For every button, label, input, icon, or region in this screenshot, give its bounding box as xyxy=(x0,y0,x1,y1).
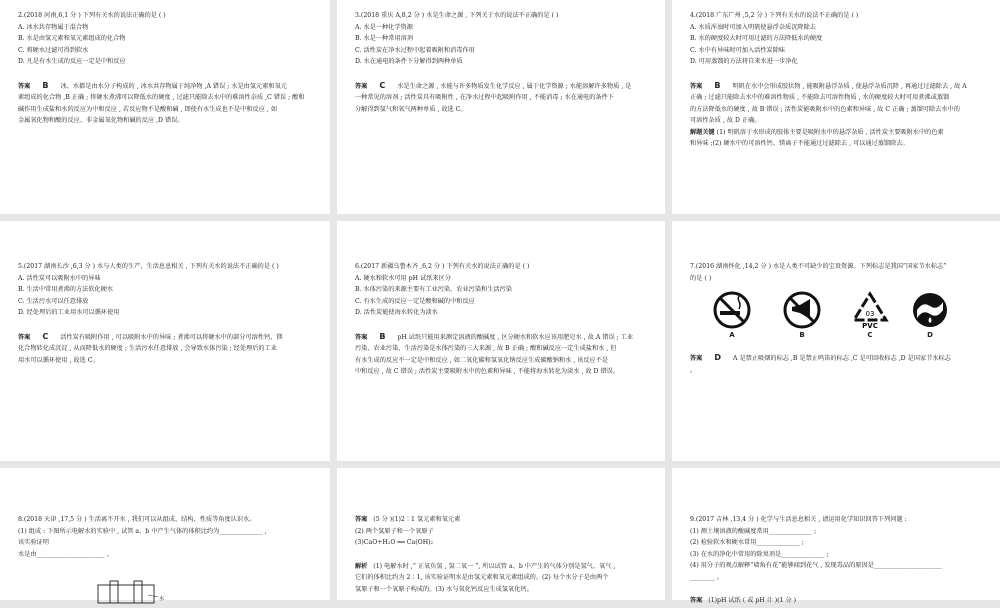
answer-line: (1)pH 试纸 ( 或 pH 计 )(1 分 ) xyxy=(708,597,797,604)
option-d: D. 经处理后的工业用水可以循环使用 xyxy=(18,309,120,316)
explanation-line: 活性炭有吸附作用 , 可以吸附水中的异味 ; 煮沸可以将硬水中的部分可溶性钙、镁 xyxy=(60,333,283,341)
key-point-line: 和异味 ;(2) 硬水中的可溶性钙、镁离子不能通过过滤除去 , 可以通过蒸馏除去。 xyxy=(690,140,909,147)
answer-line: (3)CaO+H₂O ══ Ca(OH)₂ xyxy=(355,539,433,546)
explanation-line: 有水生成的反应不一定是中和反应 , 如二氧化碳和氢氧化钠反应生成碳酸钠和水 , 该反应不是 xyxy=(355,356,609,364)
sign-option-c xyxy=(850,290,890,342)
answer-label: 答案 xyxy=(355,333,368,341)
option-b: B. 水的硬度较大时可用过滤的方法降低水的硬度 xyxy=(690,35,823,42)
question-card-2 xyxy=(0,0,330,214)
option-b: B. 水是由氢元素和氧元素组成的化合物 xyxy=(18,35,126,42)
option-d: D. 水在通电的条件下分解得到两种单质 xyxy=(355,58,463,65)
option-b: B. 生活中常用煮沸的方法软化硬水 xyxy=(18,286,114,293)
option-a: A. 活性炭可以吸附水中的异味 xyxy=(18,274,101,282)
explanation-line: pH 试纸只能用来测定溶液的酸碱度 , 区分硬水和软水应该用肥皂水 , 故 A 错误 ; 工业 xyxy=(397,333,634,341)
question-line: (2) 检验软水和硬水常用______________ ; xyxy=(690,539,804,546)
explanation-line: 。 xyxy=(690,366,697,374)
option-c: C. 活性炭在净水过程中起着吸附和消毒作用 xyxy=(355,46,475,54)
option-c: C. 生活污水可以任意排放 xyxy=(18,297,89,305)
option-label: D xyxy=(927,331,933,339)
question-card-8 xyxy=(0,468,330,600)
explanation-line: 碱作用生成盐和水的反应为中和反应 , 若反应物不是酸和碱 , 即使有水生成也不是中和反应 , 如 xyxy=(18,105,278,113)
option-d: D. 活性炭能使海水转化为淡水 xyxy=(355,309,438,316)
explanation-line: 正确 ; 过滤只能除去水中的难溶性物质 , 不能除去可溶性物质 , 水的硬度较大时可用煮沸或蒸馏 xyxy=(690,94,950,101)
option-a: A. 水是一种化学资源 xyxy=(355,23,413,31)
explanation-line: 金属氧化物和酸的反应、非金属氧化物和碱的反应 ,D 错误。 xyxy=(18,117,184,124)
explanation-line: 它们的体积比约为 2∶1, 该实验证明水是由氢元素和氧元素组成的。(2) 每个水分子是由两个 xyxy=(355,574,609,581)
question-line: (1) 测土壤溶液的酸碱度常用______________ ; xyxy=(690,527,817,535)
question-card-3 xyxy=(337,0,665,214)
answer-label: 答案 xyxy=(18,333,31,341)
question-stem: 4.(2018 广东广州 ,5,2 分 ) 下列有关水的说法不正确的是 ( ) xyxy=(690,12,859,19)
question-stem: 9.(2017 吉林 ,13,4 分 ) 化学与生活息息相关 , 请运用化学知识回答下列问题 : xyxy=(690,516,907,523)
question-line: ________ 。 xyxy=(690,573,723,581)
question-stem: 7.(2016 湖南怀化 ,14,2 分 ) 水是人类不可缺少的宝贵资源。下列标志是我国“国家节水标志” xyxy=(690,263,947,270)
question-stem: 5.(2017 湖南长沙 ,6,3 分 ) 水与人类的生产、生活息息相关 , 下列有关水的说法不正确的是 ( ) xyxy=(18,263,279,270)
explanation-line: 中和反应 , 故 C 错误 ; 活性炭主要吸附水中的色素和异味 , 不能将海水转化为淡水 , 故 D 错误。 xyxy=(355,368,620,375)
answer-line: (5 分 )(1)2∶1 氢元素和氧元素 xyxy=(373,516,461,523)
explanation-label: 解析 xyxy=(355,562,368,570)
electrolysis-apparatus-icon xyxy=(98,581,168,603)
option-a: A. 冰水共存物属于混合物 xyxy=(18,23,89,31)
explanation-line: 素组成的化合物 ,B 正确 ; 将硬水煮沸可以降低水的硬度 , 过滤只能除去水中的难溶性杂质 ,C 错误 ; 酸和 xyxy=(18,94,305,101)
sign-option-d xyxy=(910,290,950,342)
answer-value: C xyxy=(379,80,386,90)
option-label: A xyxy=(729,331,735,339)
electrolysis-apparatus xyxy=(98,581,168,608)
apparatus-label: 水 xyxy=(159,596,165,602)
question-stem: 3.(2018 重庆 A,8,2 分 ) 水是生命之源 , 下列关于水的说法不正确的是 ( ) xyxy=(355,12,559,19)
question-line: 该实验证明 xyxy=(18,539,49,546)
question-card-5 xyxy=(0,221,330,461)
key-point-label: 解题关键 xyxy=(690,128,715,136)
question-line: 水是由______________________ 。 xyxy=(18,550,113,558)
answer-value: D xyxy=(714,353,722,362)
sign-option-b xyxy=(782,290,822,342)
explanation-line: 的方法降低水的硬度 , 故 B 错误 ; 活性炭能吸附水中的色素和异味 , 故 C 正确 ; 蒸馏可除去水中的 xyxy=(690,105,960,113)
answer-label: 答案 xyxy=(355,82,368,90)
answer-label: 答案 xyxy=(690,597,703,604)
question-stem: 2.(2018 河南,6,1 分 ) 下列有关水的说法正确的是 ( ) xyxy=(18,12,166,19)
no-honking-icon xyxy=(782,290,822,330)
answer-label: 答案 xyxy=(690,82,703,90)
explanation-line: (1) 电解水时 ,“ 正氧负氢 , 氢二氧一 ”, 所以试管 a、b 中产生的气体分别是氢气、氧气 , xyxy=(373,562,616,570)
question-stem: 8.(2018 天津 ,17,5 分 ) 生活离不开水 , 我们可以从组成、结构、性质等角度认识水。 xyxy=(18,516,256,523)
explanation-line: 分解得到氢气和氧气两种单质 , 故选 C。 xyxy=(355,105,467,113)
option-a: A. 水质浑浊时可加入明矾使悬浮杂质沉降除去 xyxy=(690,23,816,31)
answer-value: B xyxy=(379,331,386,341)
option-d: D. 可用蒸馏的方法将自来水进一步净化 xyxy=(690,58,798,65)
recycle-icon xyxy=(850,290,890,330)
explanation-line: 一种常见的溶剂 ; 活性炭具有吸附性 , 在净水过程中起吸附作用 , 不能消毒 ; 水在通电的条件下 xyxy=(355,94,614,101)
water-saving-icon xyxy=(910,290,950,330)
explanation-line: 水是生命之源 , 水能与许多物质发生化学反应 , 属于化学资源 ; 水能溶解许多物质 , 是 xyxy=(397,82,632,90)
option-d: D. 凡是有水生成的反应一定是中和反应 xyxy=(18,58,126,65)
option-c: C. 有水生成的反应一定是酸和碱的中和反应 xyxy=(355,297,475,305)
explanation-line: 用水可以循环使用 , 故选 C。 xyxy=(18,356,99,364)
explanation-line: 氢原子和一个氧原子构成的。(3) 水与氧化钙反应生成氢氧化钙。 xyxy=(355,585,533,593)
option-b: B. 水体污染的来源主要有工业污染、农业污染和生活污染 xyxy=(355,286,512,293)
answer-card-8 xyxy=(337,468,665,600)
option-label: C xyxy=(867,331,873,339)
explanation-line: 污染、农业污染、生活污染是水体污染的三大来源 , 故 B 正确 ; 酸和碱反应一定生成盐和水 , 但 xyxy=(355,345,617,352)
explanation-line: 冰、水都是由水分子构成的 , 冰水共存物属于纯净物 ,A 错误 ; 水是由氢元素和氧元 xyxy=(60,82,287,90)
question-card-4 xyxy=(672,0,1000,214)
option-label: B xyxy=(799,331,805,339)
answer-label: 答案 xyxy=(355,516,368,523)
explanation-line: 化合物转化成沉淀 , 从而降低水的硬度 ; 生活污水任意排放 , 会导致水体污染 ; 经处理后的工业 xyxy=(18,345,277,352)
key-point-line: (1) 明矾溶于水形成的胶体主要是吸附水中的悬浮杂质 , 活性炭主要吸附水中的色素 xyxy=(716,128,944,136)
answer-label: 答案 xyxy=(18,82,31,90)
option-b: B. 水是一种常用溶剂 xyxy=(355,35,413,42)
question-stem-cont: 的是 ( ) xyxy=(690,274,712,282)
explanation-line: 可溶性杂质 , 故 D 正确。 xyxy=(690,117,761,124)
no-smoking-icon xyxy=(712,290,752,330)
explanation-line: 明矾在水中会形成胶状物 , 能吸附悬浮杂质 , 使悬浮杂质沉降 , 再通过过滤除去 , 故 A xyxy=(732,82,967,90)
sign-option-a xyxy=(712,290,752,342)
explanation-line: A 是禁止吸烟的标志 ,B 是禁止鸣笛的标志 ,C 是可回收标志 ,D 是国家节水标志 xyxy=(733,355,951,362)
answer-value: C xyxy=(42,331,49,341)
recycle-code: 03 xyxy=(865,310,875,318)
question-card-6 xyxy=(337,221,665,461)
question-card-9 xyxy=(672,468,1000,604)
option-c: C. 水中有异味时可加入活性炭除味 xyxy=(690,46,786,54)
question-line: (4) 用分子的观点解释“墙角有花”能够闻到花气 , 发现毒品的原因是______________________ xyxy=(690,562,942,569)
question-line: (3) 在水的净化中常用的除臭剂是______________ ; xyxy=(690,550,829,558)
answer-label: 答案 xyxy=(690,355,703,362)
recycle-material: PVC xyxy=(862,322,878,330)
question-card-7 xyxy=(672,221,1000,461)
question-stem: 6.(2017 新疆乌鲁木齐 ,6,2 分 ) 下列有关水的说法正确的是 ( ) xyxy=(355,263,530,270)
sign-options xyxy=(690,290,982,352)
option-a: A. 硬水和软水可用 pH 试纸来区分 xyxy=(355,274,451,282)
answer-value: B xyxy=(714,80,721,90)
option-c: C. 将硬水过滤可得到软水 xyxy=(18,46,89,54)
question-line: (1) 组成 : 下图所示电解水的实验中 , 试管 a、b 中产生气体的体积比约为______________ , xyxy=(18,527,267,535)
answer-value: B xyxy=(42,80,49,90)
answer-line: (2) 两个氢原子和一个氧原子 xyxy=(355,527,434,535)
